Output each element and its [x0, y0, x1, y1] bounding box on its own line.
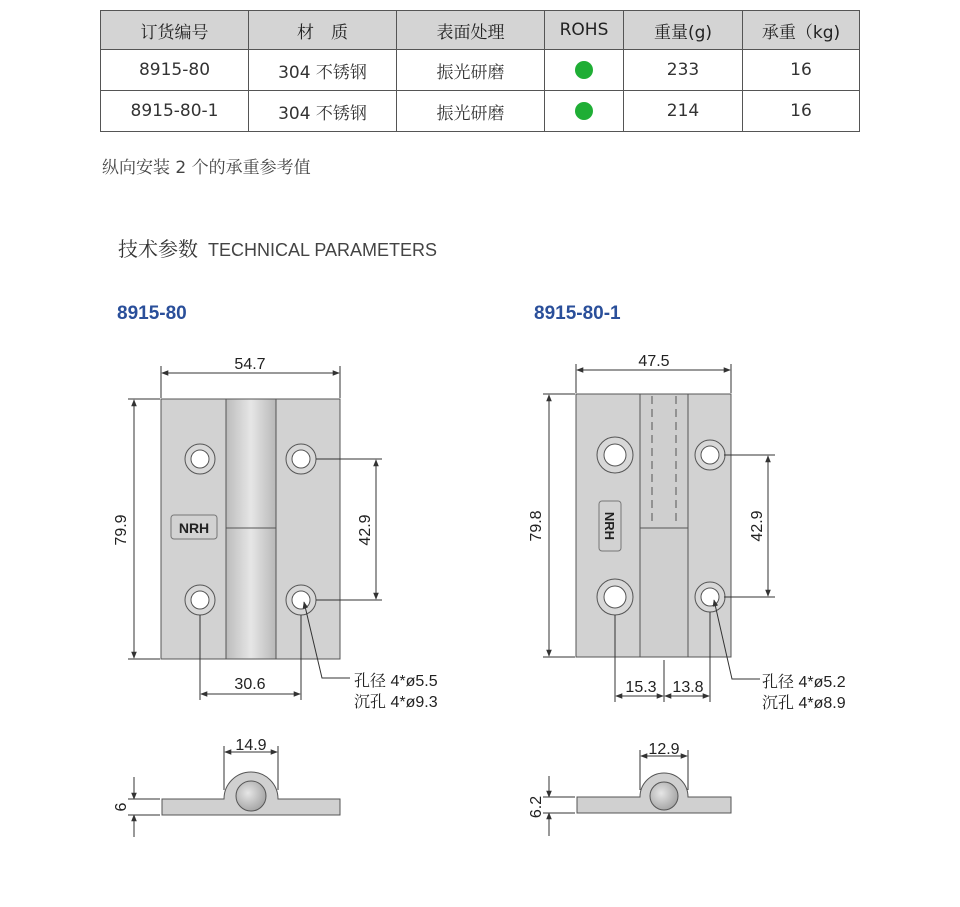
dim-hole-offset-right: 13.8	[672, 679, 704, 696]
dim-knuckle-left: 14.9	[235, 737, 267, 754]
brand-logo-text: NRH	[602, 511, 617, 541]
side-view-left	[162, 772, 340, 815]
hinge-knuckle	[226, 399, 276, 659]
cell-weight: 233	[624, 50, 743, 91]
mounting-hole	[695, 582, 725, 612]
cell-material: 304 不锈钢	[249, 50, 397, 91]
col-header-rohs: ROHS	[545, 11, 624, 50]
hinge-drawing-right	[576, 394, 731, 657]
mounting-hole	[286, 585, 316, 615]
hole-diameter-label-right: 孔径 4*ø5.2	[762, 674, 846, 691]
cell-code: 8915-80-1	[101, 91, 249, 132]
col-header-material: 材 质	[249, 11, 397, 50]
dim-hole-spacing-h-left: 30.6	[234, 676, 266, 693]
mounting-hole	[185, 444, 215, 474]
cell-load: 16	[743, 91, 860, 132]
countersink-label-right: 沉孔 4*ø8.9	[762, 695, 846, 712]
mounting-hole	[695, 440, 725, 470]
cell-finish: 振光研磨	[397, 91, 545, 132]
dim-knuckle-right: 12.9	[648, 741, 680, 758]
col-header-load: 承重（kg)	[743, 11, 860, 50]
dim-thickness-right: 6.2	[528, 795, 545, 819]
mounting-hole	[185, 585, 215, 615]
side-view-right	[577, 773, 731, 813]
col-header-code: 订货编号	[101, 11, 249, 50]
cell-finish: 振光研磨	[397, 50, 545, 91]
section-title-cn: 技术参数	[118, 237, 198, 261]
mounting-hole	[286, 444, 316, 474]
dim-width-right: 47.5	[638, 353, 670, 370]
mounting-hole	[597, 579, 633, 615]
hinge-knuckle	[640, 394, 688, 657]
col-header-weight: 重量(g)	[624, 11, 743, 50]
hole-diameter-label-left: 孔径 4*ø5.5	[354, 673, 438, 690]
brand-logo-text: NRH	[178, 520, 210, 536]
section-title-en: TECHNICAL PARAMETERS	[208, 240, 438, 260]
dim-width-left: 54.7	[234, 356, 266, 373]
dim-height-left: 79.9	[113, 514, 130, 546]
mounting-hole	[597, 437, 633, 473]
col-header-finish: 表面处理	[397, 11, 545, 50]
model-label-left: 8915-80	[117, 303, 187, 324]
load-note: 纵向安装 2 个的承重参考值	[102, 158, 311, 178]
dim-thickness-left: 6	[113, 802, 130, 812]
cell-weight: 214	[624, 91, 743, 132]
dim-height-right: 79.8	[528, 510, 545, 542]
cell-material: 304 不锈钢	[249, 91, 397, 132]
dim-hole-spacing-v-right: 42.9	[749, 510, 766, 542]
model-label-right: 8915-80-1	[534, 303, 621, 324]
countersink-label-left: 沉孔 4*ø9.3	[354, 694, 438, 711]
cell-load: 16	[743, 50, 860, 91]
dim-hole-spacing-v-left: 42.9	[357, 514, 374, 546]
dim-hole-offset-left: 15.3	[625, 679, 657, 696]
cell-code: 8915-80	[101, 50, 249, 91]
